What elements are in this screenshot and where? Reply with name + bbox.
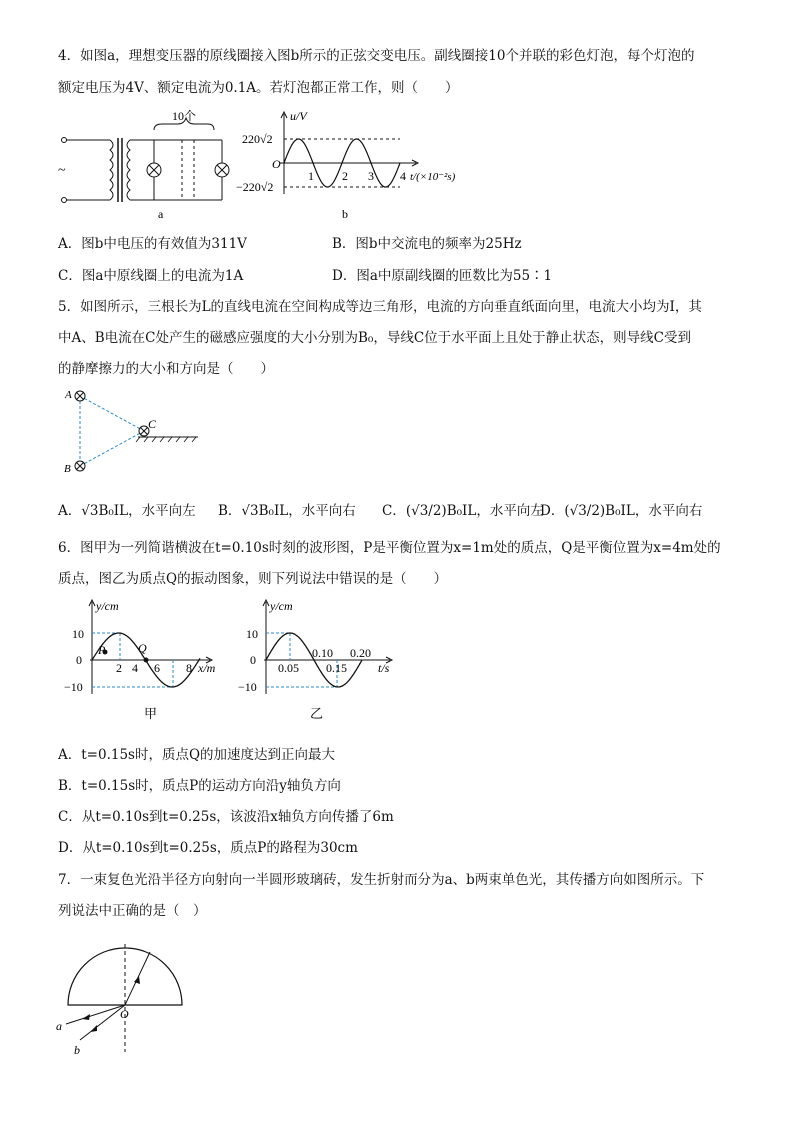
q4-option-b[interactable]: B．图b中交流电的频率为25Hz [332, 236, 522, 252]
q4-stem-line1: 4．如图a，理想变压器的原线圈接入图b所示的正弦交变电压。副线圈接10个并联的彩色灯泡，每个灯泡的 [58, 48, 695, 64]
q6-jia-x-tick-4: 4 [132, 661, 138, 675]
q4-ac-source-symbol: ~ [58, 163, 66, 178]
q6-jia-point-p: P [98, 643, 106, 657]
q6-stem-line1: 6．图甲为一列简谐横波在t=0.10s时刻的波形图，P是平衡位置为x=1m处的质点，Q是平衡位置为x=4m处的 [58, 540, 721, 556]
q6-yi-x-tick-005: 0.05 [278, 661, 299, 675]
q6-jia-y-tick-0: 0 [76, 653, 82, 667]
q6-yi-x-tick-015: 0.15 [326, 661, 347, 675]
q6-jia-y-axis-label: y/cm [96, 599, 119, 613]
q7-label-o: O [120, 1007, 129, 1021]
q4-b-tick-2: 2 [342, 169, 348, 183]
q5-label-c: C [148, 417, 157, 431]
q6-yi-y-tick-neg10: −10 [238, 680, 257, 694]
q7-stem-line1: 7．一束复色光沿半径方向射向一半圆形玻璃砖，发生折射而分为a、b两束单色光，其传播方向如图所示。下 [58, 872, 705, 888]
q6-yi-caption: 乙 [310, 706, 324, 721]
q5-stem-line2: 中A、B电流在C处产生的磁感应强度的大小分别为B₀，导线C位于水平面上且处于静止状态，则导线C受到 [58, 330, 691, 346]
q6-jia-y-tick-neg10: −10 [64, 680, 83, 694]
q6-figure-yi [236, 594, 416, 724]
q4-figure-a [56, 108, 236, 220]
q4-bracket-label: 10个 [172, 109, 197, 123]
q6-figure-jia [60, 594, 240, 724]
q6-yi-x-axis-label: t/s [378, 661, 390, 675]
q7-semicircle-figure [50, 930, 200, 1060]
q5-stem-line1: 5．如图所示，三根长为L的直线电流在空间构成等边三角形，电流的方向垂直纸面向里，电流大小均为I，其 [58, 299, 702, 315]
q4-figure-b-caption: b [342, 207, 348, 220]
q6-option-d[interactable]: D．从t=0.10s到t=0.25s，质点P的路程为30cm [58, 840, 358, 856]
q5-stem-line3: 的静摩擦力的大小和方向是（ ） [58, 361, 274, 377]
q7-stem-line2: 列说法中正确的是（ ） [58, 903, 207, 919]
q6-yi-y-axis-label: y/cm [270, 599, 293, 613]
q6-option-a[interactable]: A．t=0.15s时，质点Q的加速度达到正向最大 [58, 747, 336, 763]
q4-b-x-axis-label: t/(×10⁻²s) [410, 171, 456, 183]
q7-label-b: b [74, 1043, 80, 1057]
q4-option-d[interactable]: D．图a中原副线圈的匝数比为55∶1 [332, 268, 553, 284]
q6-jia-x-tick-8: 8 [186, 661, 192, 675]
q4-b-tick-4: 4 [400, 169, 406, 183]
q6-jia-x-tick-6: 6 [154, 661, 160, 675]
q5-triangle-figure [60, 386, 210, 478]
q6-jia-point-q: Q [138, 641, 147, 655]
q6-jia-caption: 甲 [144, 706, 158, 721]
q4-b-y-bottom-label: −220√2 [236, 180, 274, 194]
q4-stem-line2: 额定电压为4V、额定电流为0.1A。若灯泡都正常工作，则（ ） [58, 80, 459, 96]
q7-label-a: a [56, 1019, 62, 1033]
q6-option-c[interactable]: C．从t=0.10s到t=0.25s，该波沿x轴负方向传播了6m [58, 809, 394, 825]
q5-option-d[interactable]: D．(√3/2)B₀IL，水平向右 [540, 503, 703, 519]
q6-jia-x-tick-2: 2 [116, 661, 122, 675]
q4-figure-b [232, 108, 472, 220]
q6-stem-line2: 质点，图乙为质点Q的振动图象，则下列说法中错误的是（ ） [58, 571, 448, 587]
q4-option-a[interactable]: A．图b中电压的有效值为311V [58, 236, 247, 252]
q5-option-b[interactable]: B．√3B₀IL，水平向右 [218, 503, 356, 519]
q5-option-c[interactable]: C．(√3/2)B₀IL，水平向左 [382, 503, 544, 519]
q6-yi-y-tick-0: 0 [250, 653, 256, 667]
q6-jia-x-axis-label: x/m [198, 661, 216, 675]
q5-option-a[interactable]: A．√3B₀IL，水平向左 [58, 503, 196, 519]
q6-jia-y-tick-10: 10 [72, 627, 84, 641]
q6-yi-y-tick-10: 10 [246, 627, 258, 641]
q4-b-tick-1: 1 [308, 169, 314, 183]
q6-yi-x-tick-010: 0.10 [312, 646, 333, 660]
q5-label-a: A [65, 389, 72, 401]
q5-label-b: B [64, 463, 71, 475]
q4-b-y-axis-label: u/V [290, 109, 307, 123]
q4-b-origin-label: O [272, 157, 281, 171]
q4-b-tick-3: 3 [368, 169, 374, 183]
q6-yi-x-tick-020: 0.20 [350, 646, 371, 660]
q4-b-y-top-label: 220√2 [242, 132, 273, 146]
q4-option-c[interactable]: C．图a中原线圈上的电流为1A [58, 268, 244, 284]
q6-option-b[interactable]: B．t=0.15s时，质点P的运动方向沿y轴负方向 [58, 778, 341, 794]
q4-figure-a-caption: a [158, 207, 164, 220]
